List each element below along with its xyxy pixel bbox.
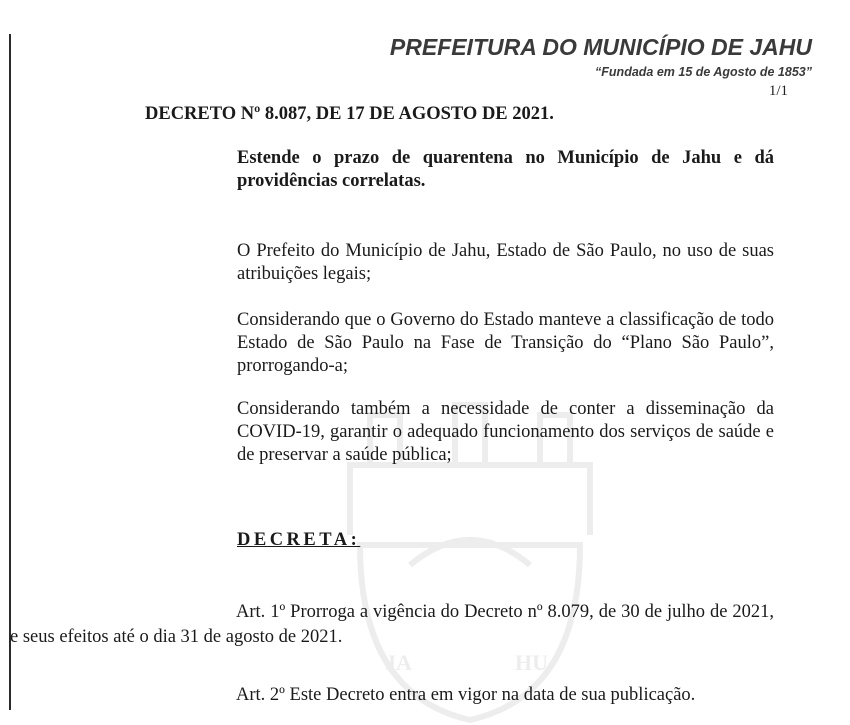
preamble-paragraph: O Prefeito do Município de Jahu, Estado de São Paulo, no uso de suas atribuições legais; [237, 241, 774, 284]
decree-title: DECRETO Nº 8.087, DE 17 DE AGOSTO DE 2021. [145, 104, 554, 124]
decree-summary: Estende o prazo de quarentena no Município de Jahu e dá providências correlatas. [237, 148, 774, 191]
watermark-letters-right: HU [515, 650, 548, 675]
founding-subtitle: “Fundada em 15 de Agosto de 1853” [595, 65, 812, 79]
article-2: Art. 2º Este Decreto entra em vigor na data de sua publicação. [236, 685, 696, 705]
considering-paragraph-2: Considerando também a necessidade de conter a disseminação da COVID-19, garantir o adequado funcionamento dos serviços de saúde e de preservar a saúde pública; [237, 399, 774, 465]
page-number: 1/1 [768, 83, 788, 99]
decreta-heading: DECRETA: [237, 530, 361, 550]
municipality-title: PREFEITURA DO MUNICÍPIO DE JAHU [389, 34, 812, 60]
watermark-letters-left: JA [385, 650, 412, 675]
considering-paragraph-1: Considerando que o Governo do Estado manteve a classificação de todo Estado de São Paulo na Fase de Transição do “Plano São Paulo”, prorrogando-a; [237, 310, 774, 376]
article-1: Art. 1º Prorroga a vigência do Decreto nº 8.079, de 30 de julho de 2021, e seus efeitos até o dia 31 de agosto de 2021. [10, 602, 774, 647]
